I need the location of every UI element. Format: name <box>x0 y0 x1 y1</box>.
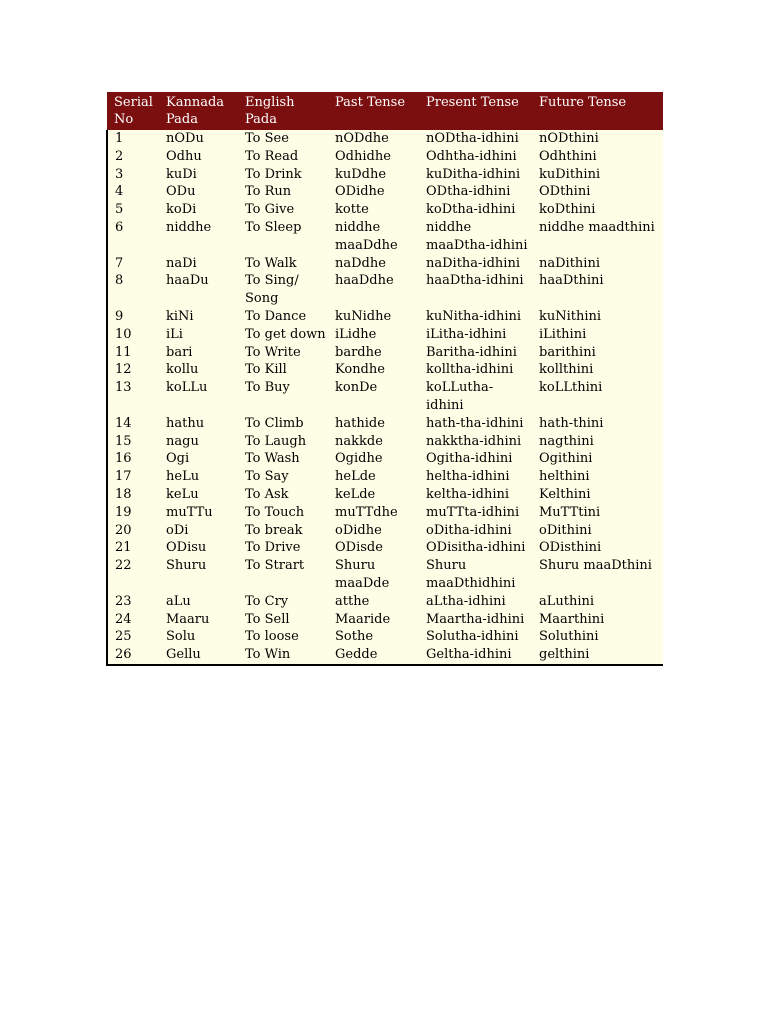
table-row <box>107 522 663 540</box>
kannada-pada-cell: koLLu <box>166 380 208 396</box>
future-tense-cell: kuDithini <box>539 166 601 182</box>
header-past-tense: Past Tense <box>335 95 406 110</box>
header-present-tense: Present Tense <box>426 95 519 110</box>
verb-tense-table-wrapper <box>106 92 662 666</box>
table-row <box>107 148 663 166</box>
english-pada-cell: To Walk <box>245 255 297 271</box>
english-pada-cell: To Give <box>245 202 295 218</box>
table-row <box>107 611 663 629</box>
present-tense-cell: niddhe maaDtha-idhini <box>426 219 528 253</box>
english-pada-cell: To Read <box>245 148 299 164</box>
future-tense-cell: barithini <box>539 344 596 360</box>
english-pada-cell: To break <box>245 522 303 538</box>
future-tense-cell: Kelthini <box>539 486 591 502</box>
past-tense-cell: keLde <box>335 486 376 502</box>
past-tense-cell: nakkde <box>335 433 383 449</box>
kannada-pada-cell: ODisu <box>166 540 207 556</box>
past-tense-cell: kotte <box>335 202 369 218</box>
present-tense-cell: Baritha-idhini <box>426 344 517 360</box>
english-pada-cell: To Say <box>245 469 289 485</box>
english-pada-cell: To Sleep <box>245 219 302 235</box>
serial-no-cell: 11 <box>107 344 159 362</box>
past-tense-cell: kuNidhe <box>335 308 392 324</box>
past-tense-cell: heLde <box>335 469 376 485</box>
table-row <box>107 450 663 468</box>
english-pada-cell: To See <box>245 131 289 146</box>
english-pada-cell: To Dance <box>245 308 307 324</box>
past-tense-cell: niddhe maaDdhe <box>335 219 398 253</box>
table-row <box>107 130 663 148</box>
table-header <box>107 92 663 130</box>
english-pada-cell: To Kill <box>245 362 287 378</box>
serial-no-cell: 24 <box>107 611 159 629</box>
english-pada-cell: To Ask <box>245 486 289 502</box>
present-tense-cell: ODisitha-idhini <box>426 540 526 556</box>
past-tense-cell: naDdhe <box>335 255 386 271</box>
future-tense-cell: gelthini <box>532 646 663 665</box>
kannada-pada-cell: hathu <box>166 415 205 431</box>
present-tense-cell: haaDtha-idhini <box>426 273 524 289</box>
kannada-pada-cell: Ogi <box>166 451 190 467</box>
english-pada-cell: To Wash <box>245 451 300 467</box>
future-tense-cell: koDthini <box>539 202 596 218</box>
serial-no-cell: 16 <box>107 450 159 468</box>
english-pada-cell: To Run <box>245 184 292 200</box>
kannada-pada-cell: kuDi <box>166 166 197 182</box>
future-tense-cell: ODisthini <box>539 540 602 556</box>
table-row <box>107 272 663 308</box>
kannada-pada-cell: bari <box>166 344 193 360</box>
future-tense-cell: Ogithini <box>539 451 593 467</box>
future-tense-cell: ODthini <box>539 184 591 200</box>
kannada-pada-cell: kollu <box>166 362 199 378</box>
present-tense-cell: nODtha-idhini <box>426 131 519 146</box>
serial-no-cell: 17 <box>107 468 159 486</box>
past-tense-cell: ODisde <box>335 540 383 556</box>
kannada-pada-cell: aLu <box>166 593 191 609</box>
serial-no-cell: 25 <box>107 628 159 646</box>
kannada-pada-cell: oDi <box>166 522 189 538</box>
present-tense-cell: nakktha-idhini <box>426 433 522 449</box>
future-tense-cell: oDithini <box>539 522 592 538</box>
kannada-pada-cell: heLu <box>166 469 200 485</box>
english-pada-cell: To Write <box>245 344 301 360</box>
header-future-tense: Future Tense <box>539 95 627 110</box>
serial-no-cell: 1 <box>107 130 159 148</box>
kannada-pada-cell: kiNi <box>166 308 194 324</box>
present-tense-cell: Odhtha-idhini <box>426 148 517 164</box>
kannada-pada-cell: Odhu <box>166 148 202 164</box>
serial-no-cell: 15 <box>107 433 159 451</box>
past-tense-cell: iLidhe <box>335 326 377 342</box>
present-tense-cell: heltha-idhini <box>426 469 510 485</box>
header-english-pada: English Pada <box>245 95 295 127</box>
verb-tense-table <box>106 92 663 666</box>
header-row <box>107 92 663 130</box>
table-row <box>107 593 663 611</box>
past-tense-cell: Gedde <box>328 646 419 665</box>
future-tense-cell: Soluthini <box>539 629 599 645</box>
table-row <box>107 219 663 255</box>
future-tense-cell: kuNithini <box>539 308 602 324</box>
future-tense-cell: MuTTtini <box>539 504 601 520</box>
header-serial-no: Serial No <box>114 95 153 127</box>
kannada-pada-cell: Shuru <box>166 558 207 574</box>
table-row <box>107 344 663 362</box>
table-row <box>107 326 663 344</box>
present-tense-cell: Geltha-idhini <box>419 646 532 665</box>
future-tense-cell: Maarthini <box>539 611 605 627</box>
future-tense-cell: nODthini <box>539 131 599 146</box>
present-tense-cell: Ogitha-idhini <box>426 451 513 467</box>
table-row <box>107 539 663 557</box>
kannada-pada-cell: ODu <box>166 184 196 200</box>
header-kannada-pada: Kannada Pada <box>166 95 225 127</box>
table-row <box>107 308 663 326</box>
serial-no-cell: 19 <box>107 504 159 522</box>
table-row <box>107 201 663 219</box>
future-tense-cell: Odhthini <box>539 148 597 164</box>
serial-no-cell: 14 <box>107 415 159 433</box>
past-tense-cell: Kondhe <box>335 362 385 378</box>
present-tense-cell: muTTta-idhini <box>426 504 520 520</box>
table-row <box>107 379 663 415</box>
serial-no-cell: 20 <box>107 522 159 540</box>
english-pada-cell: To loose <box>245 629 299 645</box>
kannada-pada-cell: Solu <box>166 629 196 645</box>
serial-no-cell: 3 <box>107 166 159 184</box>
past-tense-cell: muTTdhe <box>335 504 398 520</box>
kannada-pada-cell: Gellu <box>159 646 238 665</box>
table-row <box>107 504 663 522</box>
table-row <box>107 468 663 486</box>
past-tense-cell: oDidhe <box>335 522 382 538</box>
present-tense-cell: kolltha-idhini <box>426 362 514 378</box>
english-pada-cell: To Climb <box>245 415 304 431</box>
present-tense-cell: Solutha-idhini <box>426 629 519 645</box>
serial-no-cell: 18 <box>107 486 159 504</box>
past-tense-cell: bardhe <box>335 344 382 360</box>
table-row <box>107 486 663 504</box>
serial-no-cell: 22 <box>107 557 159 593</box>
serial-no-cell: 2 <box>107 148 159 166</box>
table-row <box>107 646 663 665</box>
serial-no-cell: 5 <box>107 201 159 219</box>
present-tense-cell: Shuru maaDthidhini <box>426 558 516 591</box>
serial-no-cell: 12 <box>107 361 159 379</box>
table-row <box>107 628 663 646</box>
serial-no-cell: 26 <box>107 646 159 665</box>
kannada-pada-cell: iLi <box>166 326 183 342</box>
english-pada-cell: To Strart <box>245 558 305 574</box>
present-tense-cell: kuDitha-idhini <box>426 166 521 182</box>
serial-no-cell: 4 <box>107 183 159 201</box>
future-tense-cell: nagthini <box>539 433 594 449</box>
table-row <box>107 433 663 451</box>
english-pada-cell: To Sell <box>245 611 290 627</box>
kannada-pada-cell: koDi <box>166 202 197 218</box>
future-tense-cell: niddhe maadthini <box>539 219 655 235</box>
english-pada-cell: To Touch <box>245 504 305 520</box>
past-tense-cell: Ogidhe <box>335 451 383 467</box>
english-pada-cell: To Cry <box>245 593 289 609</box>
present-tense-cell: Maartha-idhini <box>426 611 525 627</box>
present-tense-cell: kuNitha-idhini <box>426 308 522 324</box>
future-tense-cell: hath-thini <box>539 415 604 431</box>
table-row <box>107 557 663 593</box>
serial-no-cell: 13 <box>107 379 159 415</box>
kannada-pada-cell: nODu <box>166 131 204 146</box>
present-tense-cell: hath-tha-idhini <box>426 415 524 431</box>
table-row <box>107 166 663 184</box>
serial-no-cell: 9 <box>107 308 159 326</box>
serial-no-cell: 21 <box>107 539 159 557</box>
kannada-pada-cell: Maaru <box>166 611 210 627</box>
present-tense-cell: aLtha-idhini <box>426 593 506 609</box>
kannada-pada-cell: naDi <box>166 255 197 271</box>
english-pada-cell: To Sing/ Song <box>245 273 299 307</box>
english-pada-cell: To Drive <box>245 540 301 556</box>
past-tense-cell: haaDdhe <box>335 273 394 289</box>
english-pada-cell: To Laugh <box>245 433 307 449</box>
kannada-pada-cell: niddhe <box>166 219 212 235</box>
english-pada-cell: To Win <box>238 646 328 665</box>
past-tense-cell: kuDdhe <box>335 166 387 182</box>
table-row <box>107 183 663 201</box>
future-tense-cell: helthini <box>539 469 590 485</box>
present-tense-cell: iLitha-idhini <box>426 326 507 342</box>
serial-no-cell: 7 <box>107 255 159 273</box>
kannada-pada-cell: keLu <box>166 486 199 502</box>
past-tense-cell: nODdhe <box>335 131 389 146</box>
english-pada-cell: To Buy <box>245 380 290 396</box>
english-pada-cell: To Drink <box>245 166 302 182</box>
present-tense-cell: koLLutha- idhini <box>426 380 494 413</box>
past-tense-cell: Odhidhe <box>335 148 391 164</box>
past-tense-cell: hathide <box>335 415 385 431</box>
past-tense-cell: ODidhe <box>335 184 385 200</box>
serial-no-cell: 8 <box>107 272 159 308</box>
present-tense-cell: koDtha-idhini <box>426 202 516 218</box>
future-tense-cell: naDithini <box>539 255 600 271</box>
kannada-pada-cell: muTTu <box>166 504 213 520</box>
future-tense-cell: haaDthini <box>539 273 604 289</box>
present-tense-cell: oDitha-idhini <box>426 522 512 538</box>
table-body <box>107 130 663 665</box>
serial-no-cell: 6 <box>107 219 159 255</box>
past-tense-cell: atthe <box>335 593 370 609</box>
present-tense-cell: naDitha-idhini <box>426 255 520 271</box>
table-row <box>107 361 663 379</box>
table-row <box>107 415 663 433</box>
serial-no-cell: 10 <box>107 326 159 344</box>
present-tense-cell: ODtha-idhini <box>426 184 511 200</box>
past-tense-cell: Shuru maaDde <box>335 558 390 591</box>
future-tense-cell: Shuru maaDthini <box>539 558 652 574</box>
english-pada-cell: To get down <box>245 326 326 342</box>
past-tense-cell: Maaride <box>335 611 391 627</box>
future-tense-cell: iLithini <box>539 326 587 342</box>
past-tense-cell: konDe <box>335 380 378 396</box>
future-tense-cell: kollthini <box>539 362 594 378</box>
serial-no-cell: 23 <box>107 593 159 611</box>
table-row <box>107 255 663 273</box>
present-tense-cell: keltha-idhini <box>426 486 510 502</box>
kannada-pada-cell: haaDu <box>166 273 209 289</box>
kannada-pada-cell: nagu <box>166 433 199 449</box>
past-tense-cell: Sothe <box>335 629 374 645</box>
future-tense-cell: aLuthini <box>539 593 595 609</box>
future-tense-cell: koLLthini <box>539 380 603 396</box>
